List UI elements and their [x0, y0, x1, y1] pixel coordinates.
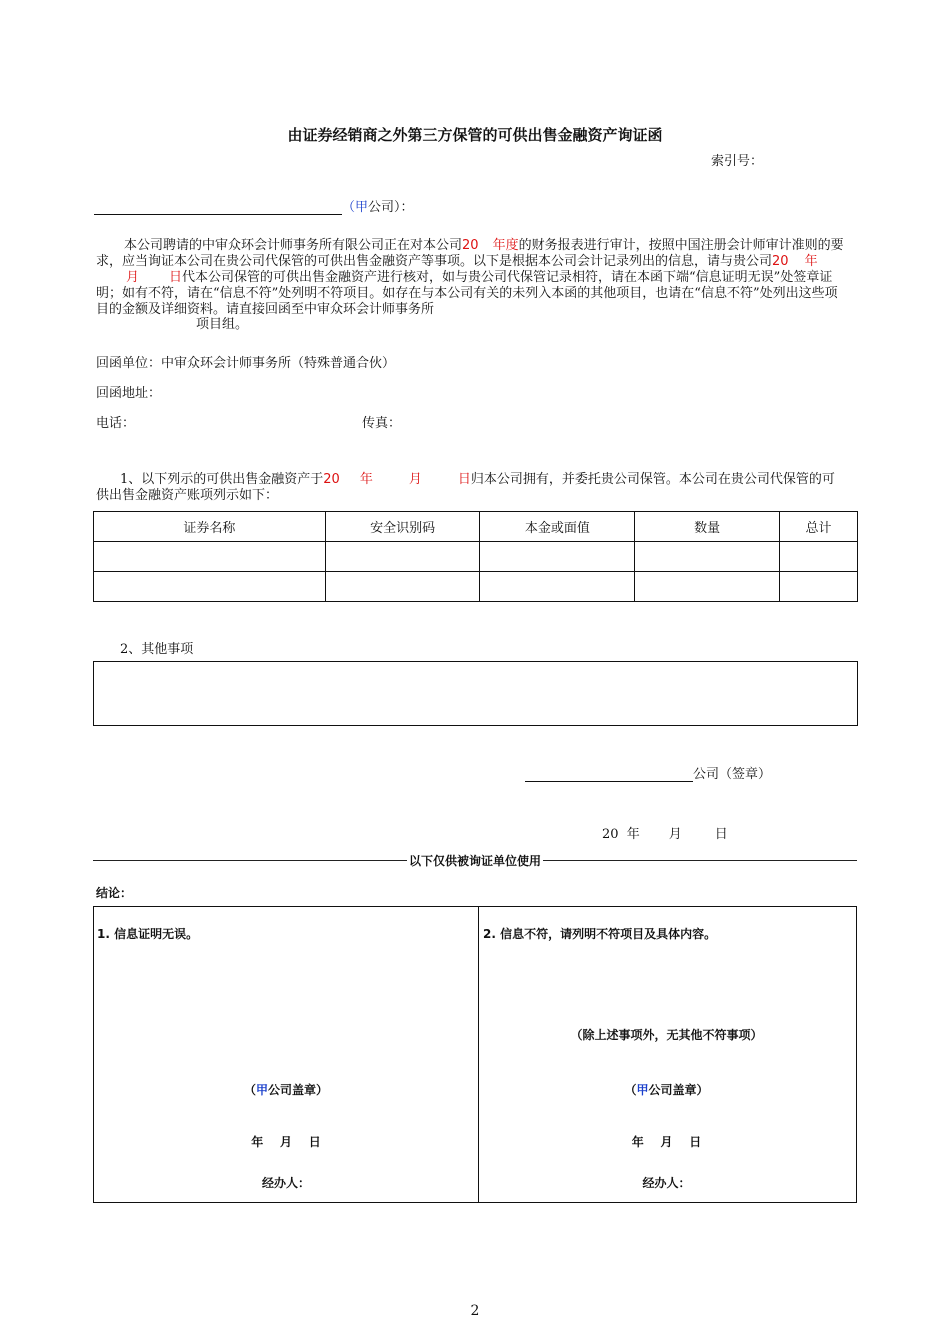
reply-fax: 传真： [362, 416, 402, 431]
addressee-line [94, 196, 414, 215]
addressee-company-a: 甲 [355, 200, 369, 215]
reply-phone: 电话： [96, 416, 136, 431]
discrepancy-handler: 经办人： [642, 1176, 691, 1190]
correct-heading: 1. 信息证明无误。 [97, 927, 199, 941]
discrepancy-heading: 2. 信息不符，请列明不符项目及具体内容。 [483, 927, 717, 941]
conclusion-label: 结论： [96, 886, 133, 900]
table-cell[interactable] [635, 542, 780, 572]
table-cell[interactable] [94, 542, 326, 572]
table-cell[interactable] [94, 572, 326, 602]
company-signature-blank[interactable] [525, 767, 693, 782]
correct-handler: 经办人： [261, 1176, 310, 1190]
correct-seal: （甲公司盖章） [243, 1083, 329, 1097]
company-seal-label: 公司（签章） [693, 767, 772, 782]
addressee-suffix: 公司）： [368, 200, 414, 215]
table-cell[interactable] [480, 542, 635, 572]
divider-dash-left [93, 860, 407, 861]
securities-table [93, 511, 858, 602]
section2-label: 2、其他事项 [120, 642, 194, 657]
confirmation-box-correct[interactable] [93, 906, 479, 1203]
table-cell[interactable] [480, 572, 635, 602]
addressee-blank[interactable] [94, 200, 342, 215]
correct-date: 年 月 日 [251, 1135, 321, 1149]
page-number: 2 [470, 1303, 480, 1319]
divider-text: 以下仅供被询证单位使用 [409, 854, 542, 868]
divider-dash-right [543, 860, 857, 861]
discrepancy-note: （除上述事项外，无其他不符事项） [570, 1028, 763, 1042]
confirmation-box-discrepancy[interactable] [477, 906, 857, 1203]
section1-text: 1、以下列示的可供出售金融资产于20 年 月 日归本公司拥有，并委托贵公司保管。本公司在贵公司代保管的可供出售金融资产账项列示如下： [96, 472, 835, 503]
discrepancy-date: 年 月 日 [631, 1135, 702, 1149]
discrepancy-seal: （甲公司盖章） [624, 1083, 709, 1097]
table-row [94, 542, 858, 572]
reply-unit: 回函单位：中审众环会计师事务所（特殊普通合伙） [96, 356, 396, 371]
table-cell[interactable] [325, 542, 480, 572]
intro-paragraph-end: 项目组。 [196, 317, 249, 332]
header-principal: 本金或面值 [480, 512, 635, 542]
signature-date: 20 年 月 日 [602, 827, 728, 842]
document-title: 由证券经销商之外第三方保管的可供出售金融资产询证函 [287, 126, 663, 144]
table-cell[interactable] [635, 572, 780, 602]
intro-paragraph: 本公司聘请的中审众环会计师事务所有限公司正在对本公司20 年度的财务报表进行审计，按照中国注册会计师审计准则的要求，应当询证本公司在贵公司代保管的可供出售金融资产等事项。以下是根据本公司会计记录列出的信息，请与贵公司20 年月 日代本公司保管的可供出售金融资产进行核对，如与贵公司代保管记录相符，请在本函下端“信息证明无误”处签章证明；如有不符，请在“信息不符”处列明不符项目。如存在与本公司有关的未列入本函的其他项目，也请在“信息不符”处列出这些项目的金额及详细资料。请直接回函至中审众环会计师事务所 [96, 238, 844, 317]
table-cell[interactable] [780, 542, 858, 572]
table-cell[interactable] [325, 572, 480, 602]
header-total: 总计 [780, 512, 858, 542]
header-security-name: 证券名称 [94, 512, 326, 542]
header-security-id: 安全识别码 [325, 512, 480, 542]
addressee-prefix: （ [342, 200, 356, 215]
table-cell[interactable] [780, 572, 858, 602]
company-signature-line [525, 763, 771, 782]
index-number-label: 索引号： [711, 154, 764, 169]
section-divider [93, 852, 857, 869]
table-row [94, 572, 858, 602]
other-matters-box[interactable] [93, 661, 858, 726]
reply-address: 回函地址： [96, 386, 162, 401]
header-quantity: 数量 [635, 512, 780, 542]
